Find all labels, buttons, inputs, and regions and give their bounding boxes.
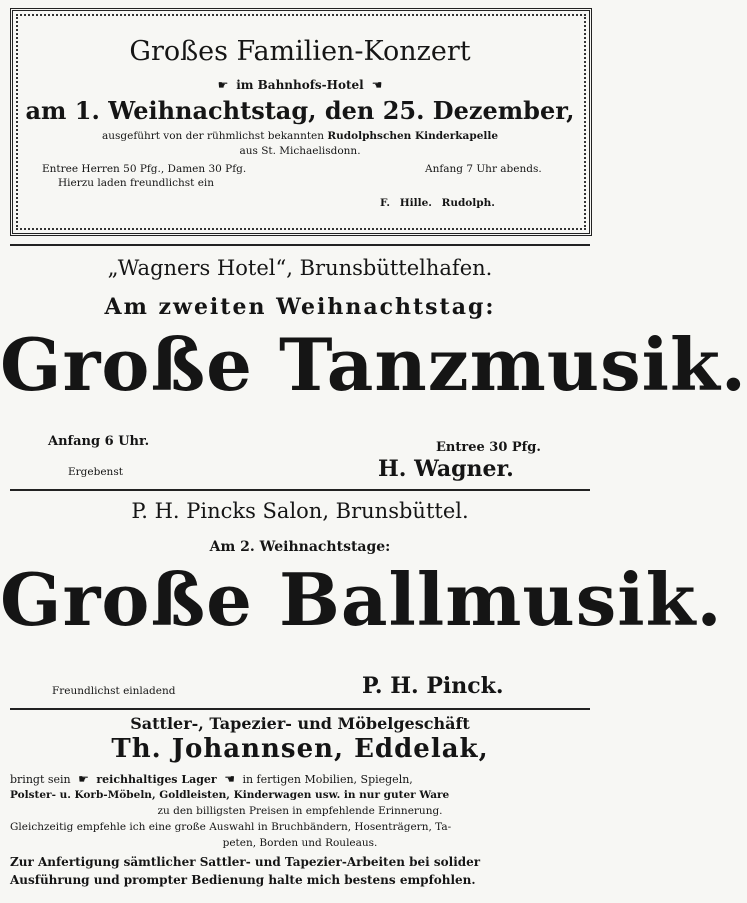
signatures: F. Hille. Rudolph. <box>380 197 495 209</box>
event-date: Am 2. Weihnachtstage: <box>209 539 391 555</box>
text-line-6: Zur Anfertigung sämtlicher Sattler- und Tapezier-Arbeiten bei solider <box>10 855 481 869</box>
closing: Ergebenst <box>68 466 123 478</box>
venue-line <box>0 78 600 92</box>
concert-date: am 1. Weihnachtstag, den 25. Dezember, <box>25 96 575 125</box>
signature: P. H. Pinck. <box>362 673 504 699</box>
text-line-1 <box>10 772 413 786</box>
performed-by-line <box>0 130 600 142</box>
salon-name: P. H. Pincks Salon, Brunsbüttel. <box>131 499 469 523</box>
ad-saddlery-shop <box>0 710 600 903</box>
event-date: Am zweiten Weihnachtstag: <box>104 294 496 320</box>
performer-origin: aus St. Michaelisdonn. <box>239 145 361 157</box>
headline-ball-music: Große Ballmusik. <box>0 557 723 642</box>
start-time: Anfang 6 Uhr. <box>48 434 150 449</box>
pointing-hand-right-icon: ☛ <box>78 772 89 786</box>
headline-dance-music: Große Tanzmusik. <box>0 322 747 407</box>
shop-owner-name: Th. Johannsen, Eddelak, <box>111 734 489 764</box>
pointing-hand-left-icon: ☚ <box>371 78 383 92</box>
text-line-5: peten, Borden und Rouleaus. <box>222 837 378 849</box>
ad-ball-music <box>0 491 723 706</box>
venue: im Bahnhofs-Hotel <box>236 78 364 92</box>
line1-part-a: bringt sein <box>10 773 71 786</box>
start-time: Anfang 7 Uhr abends. <box>425 163 542 175</box>
ad-dance-music <box>0 246 747 486</box>
line1-part-b: reichhaltiges Lager <box>96 773 217 786</box>
trade-heading: Sattler-, Tapezier- und Möbelgeschäft <box>130 714 470 733</box>
closing: Freundlichst einladend <box>52 685 176 697</box>
text-line-2: Polster- u. Korb-Möbeln, Goldleisten, Kinderwagen usw. in nur guter Ware <box>10 789 450 801</box>
pointing-hand-left-icon: ☚ <box>224 772 235 786</box>
text-line-7: Ausführung und prompter Bedienung halte mich bestens empfohlen. <box>10 873 476 887</box>
entry-price: Entree Herren 50 Pfg., Damen 30 Pfg. <box>42 163 247 175</box>
hotel-name: „Wagners Hotel“, Brunsbüttelhafen. <box>107 256 493 280</box>
performer: Rudolphschen Kinderkapelle <box>327 130 499 142</box>
text-line-3: zu den billigsten Preisen in empfehlende Erinnerung. <box>157 805 443 817</box>
pointing-hand-right-icon: ☛ <box>217 78 229 92</box>
text-line-4: Gleichzeitig empfehle ich eine große Auswahl in Bruchbändern, Hosenträgern, Ta- <box>10 821 452 833</box>
concert-title: Großes Familien-Konzert <box>129 36 471 67</box>
ad-family-concert <box>0 0 600 240</box>
line1-part-c: in fertigen Mobilien, Spiegeln, <box>242 773 413 786</box>
entry-price: Entree 30 Pfg. <box>436 440 541 455</box>
signature: H. Wagner. <box>378 456 514 482</box>
invitation: Hierzu laden freundlichst ein <box>58 177 215 189</box>
performed-prefix: ausgeführt von der rühmlichst bekannten <box>101 130 325 142</box>
